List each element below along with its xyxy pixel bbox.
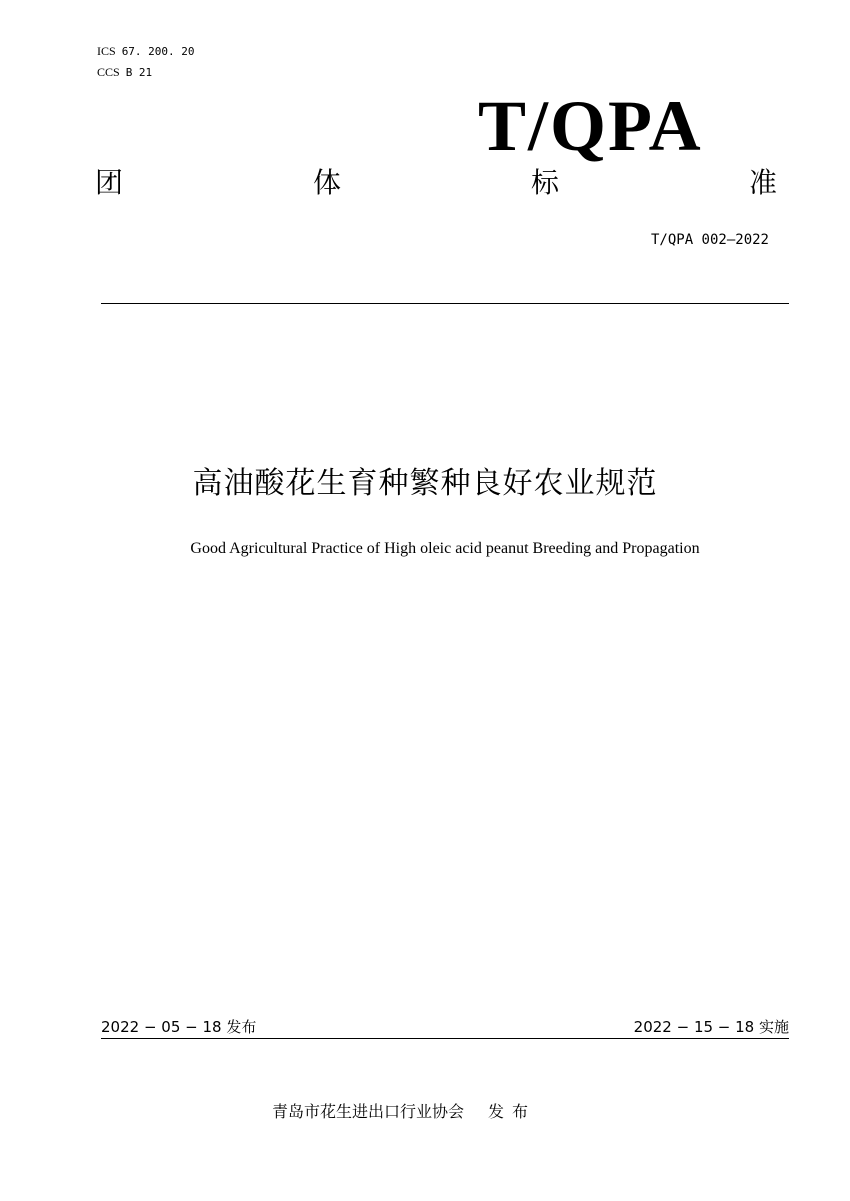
publisher-name: 青岛市花生进出口行业协会 [272,1102,465,1121]
implementation-date: 2022 − 15 − 18 实施 [633,1018,789,1036]
top-divider [101,303,789,304]
ccs-code-row [97,62,195,83]
organization-logo: T/QPA [478,86,703,166]
chinese-title: 高油酸花生育种繁种良好农业规范 [192,466,658,501]
ics-code-row [97,41,195,62]
publisher-line [272,1099,536,1122]
ics-value: 67. 200. 20 [121,45,195,58]
standard-type-char-4: 准 [749,166,778,199]
standard-type-char-2: 体 [313,166,342,199]
ccs-label: CCS [97,65,120,79]
bottom-divider [101,1038,789,1039]
standard-type-char-1: 团 [95,166,124,199]
issue-date: 2022 − 05 − 18 发布 [101,1018,257,1036]
standard-code: T/QPA 002—2022 [650,232,769,248]
standard-type-char-3: 标 [531,166,560,199]
english-title: Good Agricultural Practice of High oleic acid peanut Breeding and Propagation [190,540,700,557]
classification-codes [97,41,195,83]
ccs-value: B 21 [125,66,153,79]
publish-action: 发布 [488,1102,537,1121]
ics-label: ICS [97,44,116,58]
